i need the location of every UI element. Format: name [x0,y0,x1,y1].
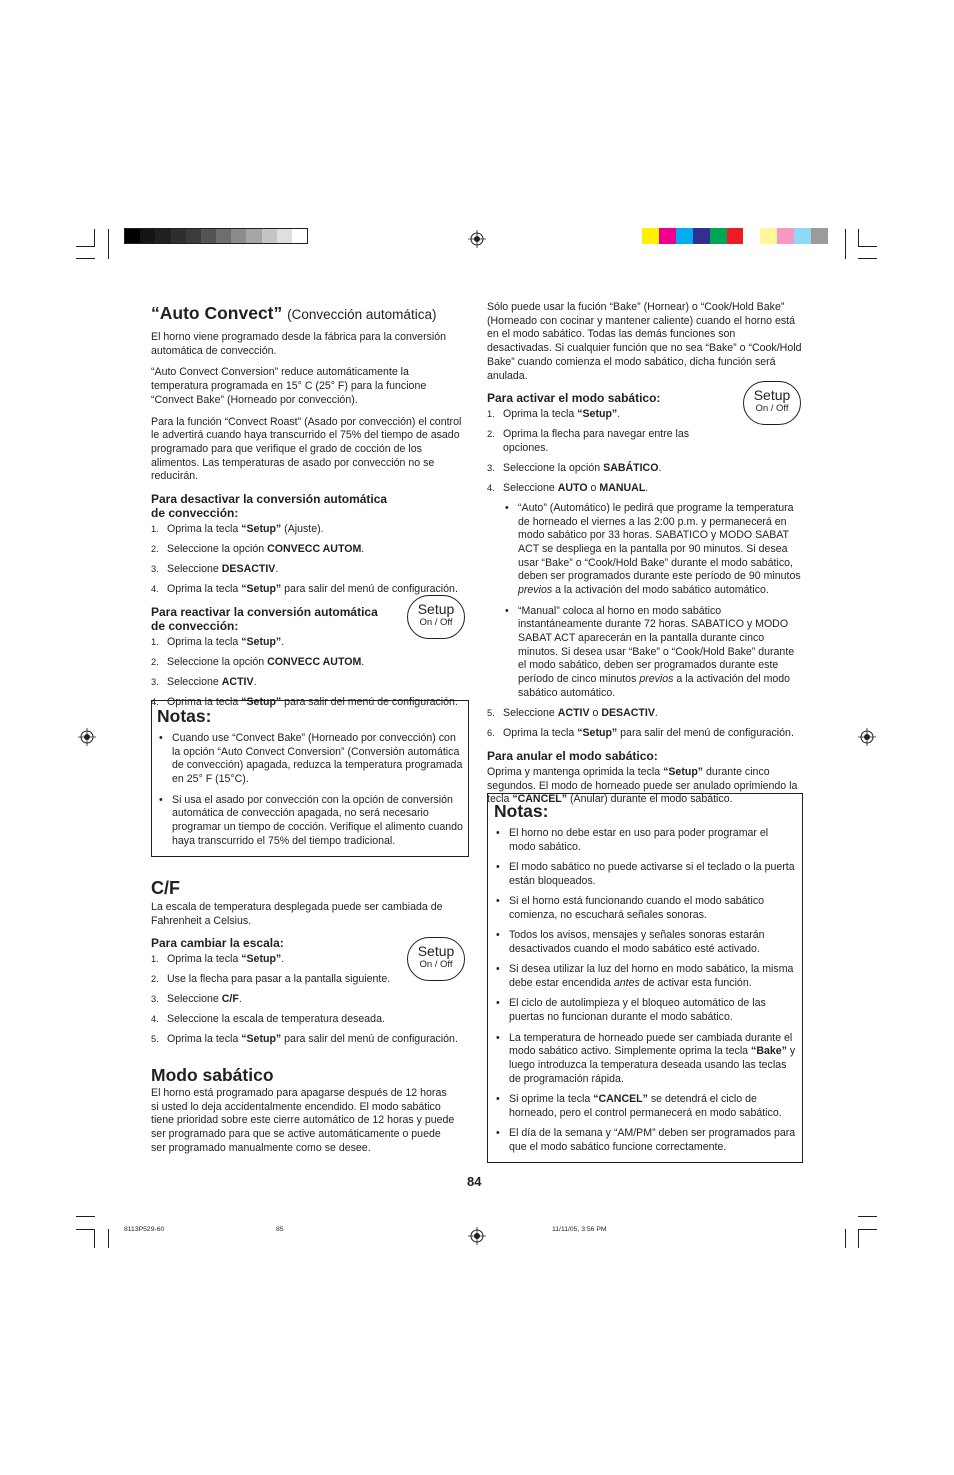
setup-key-icon: Setup On / Off [407,595,465,639]
paragraph: Oprima y mantenga oprimida la tecla “Setup” durante cinco segundos. El modo de horneado puede ser anulado oprimiendo la tecla “CANCEL” (Anular) durante el modo sabático. [487,765,798,806]
step-item: 6. Oprima la tecla “Setup” para salir del menú de configuración. [487,727,794,740]
registration-mark-icon [468,1227,486,1245]
crop-mark [94,229,95,246]
color-swatch [642,228,659,244]
step-item: 1. Oprima la tecla “Setup” (Ajuste). [151,523,324,536]
color-swatch [140,229,155,243]
crop-mark [858,246,877,247]
auto-option: • “Auto” (Automático) le pedirá que programe la temperatura de horneado el viernes a las 2:00 p.m. y permanecerá en modo sabático por 33 horas. SABATICO y MODO SABAT ACT se despliega en la pantalla por 90 minutos. Si desea usar “Bake” o “Cook/Hold Bake” durante el modo sabático, deben ser programados durante este período de 90 minutos previos a la activación del modo sabático automático. [503,502,801,598]
color-swatch [201,229,216,243]
step-item: 5. Seleccione ACTIV o DESACTIV. [487,707,658,720]
color-swatch [710,228,727,244]
paragraph: El horno viene programado desde la fábrica para la conversión automática de convección. [151,331,447,357]
note-item: • Si usa el asado por convección con la opción de conversión automática de convección apagada, no será necesario programar un tiempo de cocción. Verifique el alimento cuando haya transcurrido el 75% del tiempo tradicional. [157,794,465,849]
reactivate-steps [151,636,467,710]
color-swatch [186,229,201,243]
note-item: • El día de la semana y “AM/PM” deben ser programados para que el modo sabático funcione correctamente. [494,1127,796,1154]
color-swatch [231,229,246,243]
color-swatch [794,228,811,244]
cf-heading: Para cambiar la escala: [151,936,284,951]
step-item: 4. Oprima la tecla “Setup” para salir del menú de configuración. [151,583,458,596]
right-column [487,301,803,815]
notes-title: Notas: [157,706,212,726]
manual-option: • “Manual” coloca al horno en modo sabático instantáneamente durante 72 horas. SABATICO y MODO SABAT ACT aparecerán en la pantalla durante cinco minutos. Si desea usar “Bake” o “Cook/Hold Bake” durante el modo sabático, deben ser programados durante este período de cinco minutos previos a la activación del modo sabático automático. [503,605,801,701]
color-swatch [125,229,140,243]
step-item: 3. Seleccione ACTIV. [151,675,257,688]
step-item: 3. Seleccione DESACTIV. [151,563,279,576]
note-item: • La temperatura de horneado puede ser cambiada durante el modo sabático activo. Simplemente oprima la tecla “Bake” y luego introduzca la temperatura deseada usando las teclas de programación rápida. [494,1032,796,1087]
note-item: • El ciclo de autolimpieza y el bloqueo automático de las puertas no funcionan durante el modo sabático. [494,997,796,1024]
slug-job-id: 8113P529-60 [124,1226,165,1233]
page-number: 84 [467,1174,482,1189]
paragraph: La escala de temperatura desplegada puede ser cambiada de Fahrenheit a Celsius. [151,901,443,927]
crop-mark [108,229,109,259]
cancel-heading: Para anular el modo sabático: [487,748,658,763]
note-item: • Cuando use “Convect Bake” (Horneado por convección) con la opción “Auto Convect Conversion” (Conversión automática de convección) apagada, reduzca la temperatura programada en 25° F (15°C). [157,732,465,787]
crop-mark [76,1229,95,1230]
color-swatch [171,229,186,243]
setup-key-icon: Setup On / Off [407,937,465,981]
crop-mark [845,229,846,259]
step-item: 4. Seleccione AUTO o MANUAL. [487,481,649,494]
color-swatch [727,228,744,244]
cf-title: C/F [151,878,180,898]
auto-convect-title: “Auto Convect” (Convección automática) [151,303,437,323]
step-item: 5. Oprima la tecla “Setup” para salir del menú de configuración. [151,1033,458,1046]
note-item: • Si el horno está funcionando cuando el modo sabático comienza, no escuchará señales sonoras. [494,895,796,922]
color-swatch [676,228,693,244]
paragraph: Sólo puede usar la fución “Bake” (Hornear) o “Cook/Hold Bake” (Horneado con cocinar y mantener caliente) cuando el horno está en el modo sabático. Todas las demás funciones son desactivadas. Si cualquier función que no sea “Bake” o “Cook/Hold Bake” cuando comienza el modo sabático, dicha función será anulada. [487,301,802,382]
crop-mark [76,246,95,247]
step-item: 3. Seleccione C/F. [151,993,242,1006]
note-item: • Todos los avisos, mensajes y señales sonoras estarán desactivados cuando el modo sabático esté activado. [494,929,796,956]
slug-timestamp: 11/11/05, 3:56 PM [552,1226,607,1233]
notes-list [157,732,465,848]
color-swatch [277,229,292,243]
grayscale-calibration-strip [124,228,308,244]
color-swatch [811,228,828,244]
note-item: • Si desea utilizar la luz del horno en modo sabático, la misma debe estar encendida antes de activar esta función. [494,963,796,990]
color-swatch [262,229,277,243]
deactivate-heading: Para desactivar la conversión automática de convección: [151,492,388,521]
registration-mark-icon [78,728,96,746]
registration-mark-icon [468,230,486,248]
step-item: 1. Oprima la tecla “Setup”. [151,635,285,648]
notes-list [494,827,796,1155]
activate-steps-cont [487,707,803,741]
step-item: 4. Seleccione la escala de temperatura deseada. [151,1013,385,1026]
note-item: • Si oprime la tecla “CANCEL” se detendrá el ciclo de horneado, pero el control permanecerá en modo sabático. [494,1093,796,1120]
color-swatch [693,228,710,244]
registration-mark-icon [858,728,876,746]
color-swatch [743,228,760,244]
notes-box-left [151,700,469,857]
crop-mark [76,1216,95,1217]
note-item: • El modo sabático no puede activarse si el teclado o la puerta están bloqueados. [494,861,796,888]
step-item: 2. Use la flecha para pasar a la pantalla siguiente. [151,973,391,986]
activate-steps [487,408,737,495]
setup-key-icon: Setup On / Off [743,381,801,425]
sabbath-title: Modo sabático [151,1065,274,1085]
color-swatch [292,229,307,243]
color-swatch [760,228,777,244]
activate-heading: Para activar el modo sabático: [487,391,661,406]
color-swatch [216,229,231,243]
color-swatch [155,229,170,243]
crop-mark [858,1216,877,1217]
crop-mark [845,1229,846,1248]
mode-options [503,502,801,701]
crop-mark [858,258,877,259]
color-swatch [777,228,794,244]
step-item: 4. Oprima la tecla “Setup” para salir del menú de configuración. [151,695,458,708]
reactivate-heading: Para reactivar la conversión automática de convección: [151,604,378,633]
step-item: 2. Oprima la flecha para navegar entre las opciones. [487,428,690,454]
paragraph: El horno está programado para apagarse después de 12 horas si usted lo deja accidentalmente encendido. El modo sabático tiene prioridad sobre este cierre automático de 12 horas y puede ser programado para que se active automáticamente o puede ser programado manualmente como se desee. [151,1087,455,1154]
notes-title: Notas: [494,801,549,821]
color-calibration-strip [642,228,828,244]
step-item: 2. Seleccione la opción CONVECC AUTOM. [151,655,365,668]
sabbath-section [151,1065,455,1164]
paragraph: Para la función “Convect Roast” (Asado por convección) el control le advertirá cuando haya transcurrido el 75% del tiempo de asado programado para que verifique el grado de cocción de los alimentos. Las temperaturas de asado por convección no se reducirán. [151,415,462,483]
step-item: 1. Oprima la tecla “Setup”. [487,408,621,421]
crop-mark [858,1229,859,1248]
crop-mark [858,1229,877,1230]
step-item: 2. Seleccione la opción CONVECC AUTOM. [151,543,365,556]
color-swatch [246,229,261,243]
crop-mark [94,1229,95,1248]
step-item: 1. Oprima la tecla “Setup”. [151,953,285,966]
deactivate-steps [151,523,467,597]
crop-mark [858,229,859,246]
crop-mark [76,258,95,259]
step-item: 3. Seleccione la opción SABÁTICO. [487,461,662,474]
slug-page: 85 [276,1226,284,1233]
note-item: • El horno no debe estar en uso para poder programar el modo sabático. [494,827,796,854]
notes-box-right [487,793,803,1163]
paragraph: “Auto Convect Conversion” reduce automáticamente la temperatura programada en 15° C (25° F) para la funcione “Convect Bake” (Horneado por convección). [151,366,427,406]
color-swatch [659,228,676,244]
crop-mark [108,1229,109,1248]
left-column [151,303,467,716]
